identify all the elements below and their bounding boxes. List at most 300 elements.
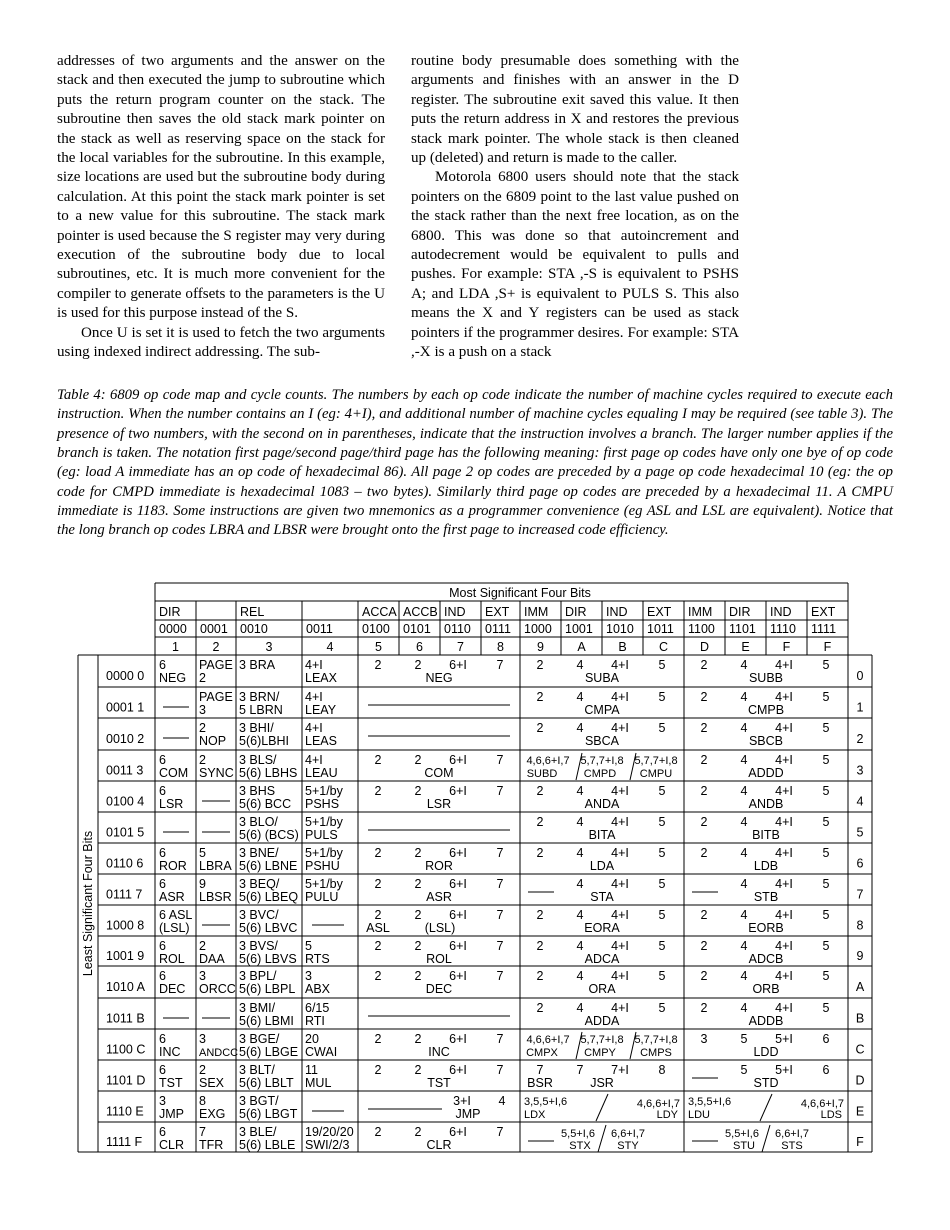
lsb-row-label: 0001 1: [106, 700, 145, 715]
cycle-count: 2: [536, 969, 544, 983]
cycle-count: 3,5,5+I,6: [524, 1096, 568, 1108]
cycle-count: 5: [822, 1001, 830, 1015]
body-paragraph: Once U is set it is used to fetch the two arguments using indexed indirect addressing. The sub-: [57, 324, 385, 361]
msb-bits-label: 0001: [200, 622, 228, 636]
mnemonic: STB: [753, 890, 779, 904]
cycle-count: 6: [822, 1032, 830, 1046]
lsb-row-label: 0011 3: [106, 763, 144, 778]
long-branch-op: 5(6) (BCS): [239, 828, 299, 842]
cycle-count: 4+I: [305, 721, 323, 735]
mnemonic: ADDB: [748, 1014, 784, 1028]
cycle-count: 6 ASL: [159, 908, 193, 922]
cycle-count: 5: [740, 1063, 748, 1077]
branch-op: 3 BLO/: [239, 815, 278, 829]
cycle-count: 5: [658, 815, 666, 829]
cycle-count: 4: [576, 815, 584, 829]
cycle-count: 5: [822, 721, 830, 735]
cycle-count: 8: [658, 1063, 666, 1077]
msb-bits-label: 0000: [159, 622, 187, 636]
lsb-row-hex: 1: [856, 700, 864, 715]
cycle-count: PAGE: [199, 658, 233, 672]
mnemonic: JSR: [590, 1076, 614, 1090]
cycle-count: 2: [374, 1032, 382, 1046]
mnemonic: ADDA: [584, 1014, 620, 1028]
cycle-count: 7: [536, 1063, 544, 1077]
lsb-row-label: 0000 0: [106, 669, 145, 683]
mnemonic: ANDCC: [199, 1047, 239, 1059]
lsb-row-label: 0110 6: [106, 856, 144, 871]
lsb-row-label: 0100 4: [106, 794, 145, 809]
cycle-count: 4: [576, 939, 584, 953]
msb-hex-label: 5: [375, 640, 382, 654]
mnemonic: DAA: [199, 952, 225, 966]
mnemonic: 3: [199, 703, 206, 717]
cycle-count: 5: [658, 658, 666, 672]
msb-bits-label: 1110: [770, 622, 796, 636]
lsb-row-label: 1100 C: [106, 1042, 146, 1057]
mode-label: IND: [444, 605, 466, 619]
mnemonic: ORB: [752, 982, 780, 996]
cycle-count: 3+I: [453, 1094, 471, 1108]
branch-op: 3 BRA: [239, 658, 276, 672]
cycle-count: 5: [822, 877, 830, 891]
mnemonic: ADCA: [584, 952, 620, 966]
cycle-count: 2: [414, 846, 422, 860]
cycle-count: 7: [496, 784, 504, 798]
cycle-count: 4+I: [775, 877, 793, 891]
mode-label: EXT: [811, 605, 836, 619]
mnemonic: ORA: [588, 982, 616, 996]
cycle-count: 6: [159, 1125, 166, 1139]
long-branch-op: 5(6) LBPL: [239, 982, 296, 996]
cycle-count: 4+I: [775, 908, 793, 922]
cycle-count: 7: [496, 658, 504, 672]
cycle-count: 6: [159, 753, 166, 767]
cycle-count: 2: [536, 658, 544, 672]
cycle-count: 4+I: [611, 658, 629, 672]
cycle-count: 4: [740, 908, 748, 922]
cycle-count: 6: [159, 939, 166, 953]
cycle-count: 6: [159, 1063, 166, 1077]
cycle-count: 4+I: [611, 846, 629, 860]
mnemonic: PSHU: [305, 859, 340, 873]
branch-op: 3 BVC/: [239, 908, 279, 922]
cycle-count: 2: [700, 969, 708, 983]
cycle-count: 4: [576, 690, 584, 704]
cycle-count: 2: [199, 939, 206, 953]
cycle-count: 5: [740, 1032, 748, 1046]
lsb-row-label: 0111 7: [106, 887, 143, 902]
mnemonic: MUL: [305, 1076, 332, 1090]
mnemonic: EORB: [748, 921, 784, 935]
cycle-count: 2: [700, 815, 708, 829]
cycle-count: 4: [740, 877, 748, 891]
cycle-count: 2: [700, 721, 708, 735]
cycle-count: 2: [414, 753, 422, 767]
msb-hex-label: 3: [265, 640, 273, 654]
mnemonic: TST: [427, 1076, 451, 1090]
cycle-count: 2: [374, 1063, 382, 1077]
mnemonic: BSR: [527, 1076, 553, 1090]
cycle-count: 4+I: [305, 690, 323, 704]
cycle-count: 5+1/by: [305, 815, 343, 829]
mnemonic: PSHS: [305, 797, 340, 811]
branch-op: 3 BPL/: [239, 969, 277, 983]
cycle-count: 8: [199, 1094, 206, 1108]
cycle-count: 6,6+I,7: [775, 1128, 809, 1140]
mnemonic: ANDB: [748, 797, 784, 811]
cycle-count: 2: [374, 658, 382, 672]
msb-bits-label: 0111: [485, 622, 511, 636]
mnemonic: LEAY: [305, 703, 337, 717]
msb-bits-label: 0011: [306, 622, 333, 636]
cycle-count: 11: [305, 1063, 318, 1077]
msb-bits-label: 1001: [565, 622, 593, 636]
mode-label: EXT: [485, 605, 510, 619]
mnemonic: LDY: [656, 1109, 678, 1121]
mnemonic: JMP: [455, 1107, 481, 1121]
lsb-row-label: 0101 5: [106, 825, 145, 840]
cycle-count: 4: [576, 1001, 584, 1015]
mnemonic: CMPX: [526, 1047, 558, 1059]
mode-label: ACCB: [403, 605, 438, 619]
cycle-count: 7: [496, 1125, 504, 1139]
cycle-count: 2: [374, 846, 382, 860]
mnemonic: LEAU: [305, 766, 338, 780]
cycle-count: 4+I: [775, 1001, 793, 1015]
cycle-count: 7: [496, 1032, 504, 1046]
mnemonic: STX: [569, 1140, 591, 1152]
msb-bits-label: 0101: [403, 622, 431, 636]
mnemonic: PULS: [305, 828, 338, 842]
msb-hex-label: F: [823, 640, 832, 654]
mnemonic: JMP: [159, 1107, 184, 1121]
cycle-count: 6: [159, 877, 166, 891]
cycle-count: 7: [199, 1125, 206, 1139]
cycle-count: 2: [374, 939, 382, 953]
cycle-count: 4,6,6+I,7: [526, 755, 570, 767]
cycle-count: 5: [822, 784, 830, 798]
mnemonic: EORA: [584, 921, 620, 935]
cycle-count: 4: [740, 815, 748, 829]
cycle-count: 4: [498, 1094, 506, 1108]
mnemonic: STY: [617, 1140, 639, 1152]
mnemonic: LDB: [753, 859, 779, 873]
mode-label: DIR: [159, 605, 181, 619]
cycle-count: 6: [159, 1032, 166, 1046]
branch-op: 3 BLS/: [239, 753, 277, 767]
msb-hex-label: 9: [537, 640, 544, 654]
mnemonic: CMPD: [583, 768, 617, 780]
cycle-count: 6/15: [305, 1001, 330, 1015]
cycle-count: 6+I: [449, 1125, 467, 1139]
mnemonic: CWAI: [305, 1045, 338, 1059]
cycle-count: 7: [496, 753, 504, 767]
cycle-count: 4: [740, 969, 748, 983]
mnemonic: (LSL): [424, 921, 456, 935]
cycle-count: 7+I: [611, 1063, 629, 1077]
cycle-count: 20: [305, 1032, 319, 1046]
mnemonic: COM: [159, 766, 189, 780]
mnemonic: (LSL): [159, 921, 190, 935]
cycle-count: 4+I: [305, 658, 323, 672]
cycle-count: 5: [305, 939, 312, 953]
long-branch-op: 5(6) LBEQ: [239, 890, 299, 904]
mnemonic: ABX: [305, 982, 331, 996]
cycle-count: 2: [414, 658, 422, 672]
msb-bits-label: 1010: [606, 622, 634, 636]
long-branch-op: 5(6) BCC: [239, 797, 292, 811]
cycle-count: 3: [199, 1032, 206, 1046]
msb-bits-label: 1011: [647, 622, 674, 636]
cycle-count: 2: [199, 721, 206, 735]
cycle-count: 2: [414, 1063, 422, 1077]
long-branch-op: 5(6) LBNE: [239, 859, 298, 873]
cycle-count: 3: [700, 1032, 708, 1046]
mnemonic: STA: [590, 890, 614, 904]
cycle-count: 6: [159, 658, 166, 672]
cycle-count: 4+I: [775, 753, 793, 767]
msb-hex-label: F: [782, 640, 791, 654]
cycle-count: 6,6+I,7: [611, 1128, 645, 1140]
cycle-count: 4: [740, 753, 748, 767]
mnemonic: STS: [781, 1140, 803, 1152]
cycle-count: 5,5+I,6: [561, 1128, 595, 1140]
cycle-count: 2: [199, 753, 206, 767]
branch-op: 3 BHI/: [239, 721, 274, 735]
branch-op: 3 BLE/: [239, 1125, 277, 1139]
cycle-count: 4: [576, 877, 584, 891]
cycle-count: 5: [658, 784, 666, 798]
mnemonic: SBCA: [584, 734, 620, 748]
table-caption: Table 4: 6809 op code map and cycle counts. The numbers by each op code indicate the number of machine cycles required to execute each instruction. When the number contains an I (eg: 4+I), and additional number of machine cycles equaling I may be required (see table 3). The presence of two numbers, with the second on in parentheses, indicate that the instruction involves a branch. The larger number applies if the branch is taken. The notation first page/second page/third page has the following meaning: first page op codes have only one bye of op code (eg: load A immediate has an op code of hexadecimal 86). All page 2 op codes are preceded by a page op code hexadecimal 10 (eg: the op code for CMPD immediate is hexadecimal 1083 – two bytes). Similarly third page op codes are preceded by a hexadecimal 11. A CMPU immediate is 1183. Some instructions are given two mnemonics as a programmer convenience (eg ASL and LSL are equivalent). Notice that the long branch op codes LBRA and LBSR were brought onto the first page to increased code efficiency.: [57, 387, 893, 539]
cycle-count: 5,7,7+I,8: [580, 755, 624, 767]
cycle-count: 5: [199, 846, 206, 860]
msb-bits-label: 1100: [688, 622, 715, 636]
lsb-row-hex: 3: [856, 763, 864, 778]
cycle-count: 6+I: [449, 753, 467, 767]
cycle-count: 5: [658, 908, 666, 922]
lsb-row-label: 1011 B: [106, 1011, 145, 1026]
cycle-count: 2: [536, 815, 544, 829]
mnemonic: STU: [733, 1140, 755, 1152]
cycle-count: 2: [700, 939, 708, 953]
msb-hex-label: 2: [212, 640, 220, 654]
cycle-count: 4+I: [305, 753, 323, 767]
cycle-count: 4: [740, 690, 748, 704]
lsb-row-hex: 0: [856, 669, 864, 683]
cycle-count: 5: [822, 969, 830, 983]
cycle-count: 5: [822, 690, 830, 704]
mnemonic: LSR: [159, 797, 184, 811]
long-branch-op: 5(6) LBVS: [239, 952, 297, 966]
cycle-count: 6: [822, 1063, 830, 1077]
mnemonic: EXG: [199, 1107, 226, 1121]
mnemonic: CLR: [159, 1138, 185, 1152]
cycle-count: 6+I: [449, 908, 467, 922]
lsb-row-label: 1010 A: [106, 980, 145, 994]
mnemonic: LDX: [524, 1109, 546, 1121]
cycle-count: 2: [374, 908, 382, 922]
mnemonic: SUBB: [748, 671, 784, 685]
cycle-count: 4: [740, 939, 748, 953]
lsb-row-hex: 6: [856, 856, 864, 871]
msb-bits-label: 0010: [240, 622, 268, 636]
msb-hex-label: 4: [326, 640, 334, 654]
cycle-count: 6: [159, 969, 166, 983]
mnemonic: LBSR: [199, 890, 232, 904]
cycle-count: 2: [199, 1063, 206, 1077]
lsb-row-label: 1101 D: [106, 1073, 146, 1088]
cycle-count: 5+1/by: [305, 784, 343, 798]
cycle-count: 2: [374, 784, 382, 798]
cycle-count: 7: [496, 939, 504, 953]
cycle-count: 5,7,7+I,8: [634, 1034, 678, 1046]
mnemonic: ROR: [425, 859, 453, 873]
mnemonic: ASR: [426, 890, 452, 904]
lsb-row-hex: B: [855, 1011, 865, 1026]
cycle-count: 2: [700, 690, 708, 704]
cycle-count: 4: [576, 784, 584, 798]
lsb-row-hex: 4: [856, 794, 864, 809]
mnemonic: LEAX: [305, 671, 337, 685]
cycle-count: 4+I: [775, 846, 793, 860]
mnemonic: LDD: [753, 1045, 779, 1059]
msb-hex-label: E: [741, 640, 750, 654]
long-branch-op: 5 LBRN: [239, 703, 283, 717]
mnemonic: CMPA: [584, 703, 620, 717]
cycle-count: 2: [414, 877, 422, 891]
mnemonic: BITB: [752, 828, 780, 842]
cycle-count: 7: [496, 908, 504, 922]
cycle-count: 5+1/by: [305, 877, 343, 891]
lsb-row-label: 0010 2: [106, 732, 145, 746]
cycle-count: 6+I: [449, 784, 467, 798]
cycle-count: 5: [658, 969, 666, 983]
cycle-count: 7: [496, 846, 504, 860]
msb-heading: Most Significant Four Bits: [449, 586, 591, 600]
cycle-count: 5: [822, 658, 830, 672]
cycle-count: 7: [576, 1063, 584, 1077]
cycle-count: 3: [305, 969, 312, 983]
cycle-count: 4: [740, 658, 748, 672]
cycle-count: 6+I: [449, 846, 467, 860]
cycle-count: 4: [740, 846, 748, 860]
cycle-count: 2: [414, 969, 422, 983]
cycle-count: 5+I: [775, 1032, 793, 1046]
lsb-row-label: 1000 8: [106, 918, 145, 933]
long-branch-op: 5(6) LBGE: [239, 1045, 299, 1059]
cycle-count: 2: [700, 846, 708, 860]
msb-bits-label: 0110: [444, 622, 471, 636]
cycle-count: 2: [374, 877, 382, 891]
lsb-row-hex: 9: [856, 949, 864, 963]
cycle-count: 4: [740, 1001, 748, 1015]
branch-op: 3 BGE/: [239, 1032, 280, 1046]
cycle-count: 5,5+I,6: [725, 1128, 759, 1140]
mnemonic: DEC: [159, 982, 186, 996]
mode-label: IMM: [688, 605, 713, 619]
cycle-count: 2: [700, 658, 708, 672]
cycle-count: 7: [496, 969, 504, 983]
msb-hex-label: 7: [457, 640, 464, 654]
cycle-count: 2: [700, 1001, 708, 1015]
msb-hex-label: 8: [497, 640, 504, 654]
mode-label: IND: [770, 605, 792, 619]
cycle-count: 9: [199, 877, 206, 891]
lsb-row-hex: 2: [856, 732, 864, 746]
cycle-count: 4+I: [611, 815, 629, 829]
cycle-count: 2: [414, 939, 422, 953]
cycle-count: 5+1/by: [305, 846, 343, 860]
msb-hex-label: 6: [416, 640, 423, 654]
cycle-count: 2: [700, 753, 708, 767]
cycle-count: 7: [496, 1063, 504, 1077]
mnemonic: ANDA: [584, 797, 620, 811]
cycle-count: 2: [536, 1001, 544, 1015]
mode-label: IMM: [524, 605, 549, 619]
mnemonic: NEG: [425, 671, 453, 685]
lsb-row-hex: 7: [856, 887, 864, 902]
lsb-row-hex: C: [855, 1042, 865, 1057]
long-branch-op: 5(6) LBLE: [239, 1138, 296, 1152]
mnemonic: 2: [199, 671, 206, 685]
cycle-count: 5: [822, 753, 830, 767]
mnemonic: ADCB: [748, 952, 784, 966]
branch-op: 3 BHS: [239, 784, 276, 798]
cycle-count: 6+I: [449, 1063, 467, 1077]
cycle-count: 4,6,6+I,7: [800, 1098, 844, 1110]
cycle-count: 2: [536, 846, 544, 860]
cycle-count: 4: [576, 658, 584, 672]
mnemonic: RTI: [305, 1014, 325, 1028]
cycle-count: 2: [414, 1032, 422, 1046]
mode-label: IND: [606, 605, 628, 619]
lsb-row-hex: 8: [856, 918, 864, 933]
branch-op: 3 BMI/: [239, 1001, 276, 1015]
mnemonic: INC: [159, 1045, 181, 1059]
cycle-count: 2: [700, 908, 708, 922]
cycle-count: 5+I: [775, 1063, 793, 1077]
msb-hex-label: B: [618, 640, 627, 654]
cycle-count: 5: [822, 815, 830, 829]
msb-hex-label: 1: [172, 640, 179, 654]
cycle-count: 2: [374, 969, 382, 983]
mnemonic: CMPU: [639, 768, 673, 780]
mnemonic: CLR: [426, 1138, 452, 1152]
cycle-count: 4+I: [611, 969, 629, 983]
cycle-count: 4+I: [775, 969, 793, 983]
branch-op: 3 BEQ/: [239, 877, 280, 891]
cycle-count: 5: [658, 846, 666, 860]
long-branch-op: 5(6) LBLT: [239, 1076, 294, 1090]
cycle-count: 2: [414, 1125, 422, 1139]
cycle-count: 6+I: [449, 877, 467, 891]
cycle-count: 2: [374, 753, 382, 767]
cycle-count: 4: [576, 721, 584, 735]
cycle-count: 5: [658, 939, 666, 953]
cycle-count: 2: [536, 908, 544, 922]
mnemonic: PULU: [305, 890, 339, 904]
mnemonic: DEC: [425, 982, 453, 996]
cycle-count: 5,7,7+I,8: [580, 1034, 624, 1046]
msb-hex-label: D: [699, 640, 710, 654]
mnemonic: CMPY: [584, 1047, 616, 1059]
mnemonic: ROL: [426, 952, 452, 966]
cycle-count: 4,6,6+I,7: [526, 1034, 570, 1046]
mnemonic: ORCC: [199, 982, 236, 996]
msb-bits-label: 0100: [362, 622, 390, 636]
